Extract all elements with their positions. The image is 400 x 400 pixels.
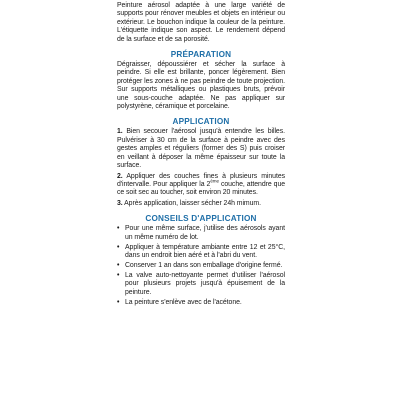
- step-text: Appliquer des couches fines à plusieurs minutes d'intervalle. Pour appliquer la 2: [117, 172, 285, 188]
- preparation-text: Dégraisser, dépoussiérer et sécher la surface à peindre. Si elle est brillante, poncer légèrement. Bien protéger les zones à ne pas peindre de toute projection. Sur supports métalliques ou plastiques bruts, prévoir une sous-couche adaptée. Ne pas appliquer sur polystyrène, céramique et porcelaine.: [117, 61, 285, 111]
- application-step: [117, 173, 285, 198]
- conseils-list: [117, 225, 285, 307]
- application-step: [117, 200, 285, 208]
- preparation-heading: PRÉPARATION: [170, 50, 232, 60]
- step-text: Bien secouer l'aérosol jusqu'à entendre les billes. Pulvériser à 30 cm de la surface à peindre avec des gestes amples et réguliers (former des S) puis croiser en veillant à déposer la même épaisseur sur toute la surface.: [117, 128, 285, 170]
- label-text-column: [117, 0, 285, 309]
- application-step: [117, 128, 285, 170]
- conseils-heading: CONSEILS D'APPLICATION: [145, 214, 257, 224]
- list-item: • La peinture s'enlève avec de l'acétone.: [117, 299, 285, 307]
- list-item: • Conserver 1 an dans son emballage d'origine fermé.: [117, 262, 285, 270]
- step-superscript: ème: [210, 178, 219, 184]
- step-text: couche, attendre que ce soit sec au toucher, soit environ 20 minutes.: [117, 180, 286, 197]
- list-item: • Pour une même surface, j'utilise des aérosols ayant un même numéro de lot.: [117, 225, 285, 242]
- step-text: Après application, laisser sécher 24h mimum.: [124, 199, 261, 207]
- application-heading: APPLICATION: [172, 117, 230, 127]
- list-item: • Appliquer à température ambiante entre 12 et 25°C, dans un endroit bien aéré et à l'abri du vent.: [117, 244, 285, 261]
- step-number: 3.: [117, 199, 123, 207]
- step-number: 2.: [117, 172, 123, 180]
- list-item: • La valve auto-nettoyante permet d'utiliser l'aérosol pour plusieurs projets jusqu'à épuisement de la peinture.: [117, 272, 285, 297]
- step-number: 1.: [117, 128, 123, 136]
- intro-paragraph: Peinture aérosol adaptée à une large variété de supports pour rénover meubles et objets en intérieur ou extérieur. Le bouchon indique la couleur de la peinture. L'étiquette indique son aspect. Le rendement dépend de la surface et de sa porosité.: [117, 2, 285, 43]
